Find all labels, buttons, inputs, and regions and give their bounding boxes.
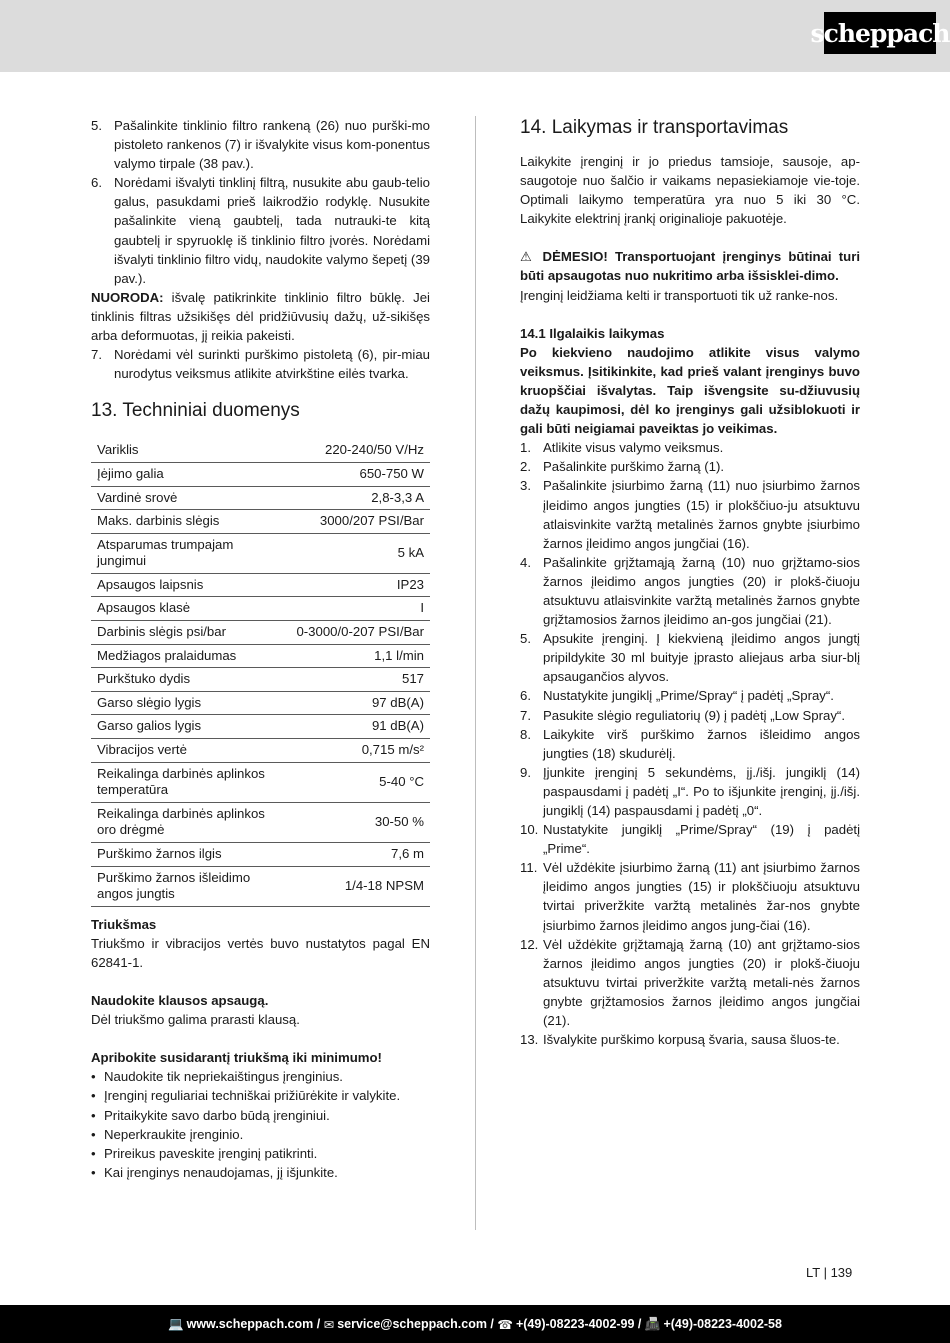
reassembly-steps-list [91,345,430,383]
list-item [91,1144,430,1163]
spec-value: 7,6 m [290,843,430,867]
footer-website[interactable]: www.scheppach.com / [186,1317,321,1331]
spec-value: 5 kA [290,533,430,573]
spec-value: IP23 [290,573,430,597]
page-number: LT | 139 [806,1265,853,1280]
spec-label: Variklis [91,439,290,462]
list-item-number: 3. [520,478,531,494]
table-row [91,533,430,573]
table-row [91,668,430,692]
spec-value: 3000/207 PSI/Bar [290,510,430,534]
spec-label: Apsaugos klasė [91,597,290,621]
list-item [520,935,860,1030]
list-item-text: Kai įrenginys nenaudojamas, jį išjunkite. [104,1164,338,1180]
hearing-text: Dėl triukšmo galima prarasti klausą. [91,1012,300,1028]
spec-value: 0-3000/0-207 PSI/Bar [290,621,430,645]
list-item-text: Įrenginį reguliariai techniškai prižiūrėkite ir valykite. [104,1088,401,1104]
footer-email[interactable]: service@scheppach.com / [337,1317,494,1331]
spec-label: Purkštuko dydis [91,668,290,692]
table-row [91,691,430,715]
column-divider [475,116,476,1230]
spec-label: Garso galios lygis [91,715,290,739]
spec-label: Reikalinga darbinės aplinkos temperatūra [91,762,290,802]
list-item [91,1106,430,1125]
bullet-dot: • [91,1069,96,1085]
list-item-text: Nustatykite jungiklį „Prime/Spray“ į padėtį „Spray“. [543,688,834,704]
note-text: išvalę patikrinkite tinklinio filtro būklę. Jei tinklinis filtras užsikišęs dėl pridžiūvusių dažų, už-sikišęs arba deformuotas, jį reikia pakeisti. [91,289,430,344]
storage-text: Laikykite įrenginį ir jo priedus tamsioje, sausoje, ap-saugotoje nuo šalčio ir vaikams nepasiekiamoje vie-toje. Optimali laikymo temperatūra yra nuo 5 iki 30 °C. Laikykite elektrinį įrankį originalioje pakuotėje. [520,154,860,227]
list-item-number: 7. [91,347,102,363]
list-item-number: 13. [520,1032,539,1048]
list-item-text: Įjunkite įrenginį 5 sekundėms, įj./išj. jungiklį (14) paspausdami į padėtį „I“. Po to išjunkite įrenginį, įj./išj. jungiklį (14) paspausdami į padėtį „0“. [543,764,860,818]
table-row [91,866,430,906]
storage-heading: 14. Laikymas ir transportavimas [520,117,789,138]
list-item-number: 5. [520,631,531,647]
spec-label: Vardinė srovė [91,486,290,510]
list-item-text: Nustatykite jungiklį „Prime/Spray“ (19) į padėtį „Prime“. [543,822,860,857]
list-item-text: Neperkraukite įrenginio. [104,1126,244,1142]
computer-icon: 💻 [168,1316,184,1331]
phone-icon: ☎ [497,1317,513,1332]
spec-value: 1/4-18 NPSM [290,866,430,906]
list-item [520,763,860,820]
spec-value: 30-50 % [290,802,430,842]
bullet-dot: • [91,1126,96,1142]
spec-value: 1,1 l/min [290,644,430,668]
spec-value: 220-240/50 V/Hz [290,439,430,462]
noise-heading: Triukšmas [91,916,157,932]
list-item-text: Pašalinkite įsiurbimo žarną (11) nuo įsiurbimo žarnos įleidimo angos jungties (15) ir plokščiuo-ju atsuktuvu atlaisvinkite varžtą metalinės žarnos gnybte įsiurbimo žarnos įleidimo angos jungčiai (16). [543,478,860,551]
spec-value: 650-750 W [290,462,430,486]
storage-steps-list [520,438,860,1049]
note-label: NUORODA: [91,289,164,305]
bullet-dot: • [91,1145,96,1161]
spec-value: 0,715 m/s² [290,739,430,763]
list-item-text: Norėdami vėl surinkti purškimo pistoletą (6), pir-miau nurodytus veiksmus atlikite atvirkštine eilės tvarka. [114,347,430,382]
table-row [91,573,430,597]
table-row [91,644,430,668]
hearing-heading: Naudokite klausos apsaugą. [91,993,269,1009]
list-item [91,1086,430,1105]
tech-data-table [91,439,430,906]
long-term-storage-heading: 14.1 Ilgalaikis laikymas [520,325,665,341]
list-item-text: Pašalinkite purškimo žarną (1). [543,459,725,475]
spec-label: Medžiagos pralaidumas [91,644,290,668]
list-item-number: 2. [520,459,531,475]
warning-icon: ⚠ [520,249,536,265]
table-row [91,715,430,739]
footer-phone: +(49)-08223-4002-99 / [515,1317,642,1331]
right-column [520,116,860,1049]
warning-paragraph [520,247,860,285]
list-item-text: Laikykite virš purškimo žarnos išleidimo angos jungties (18) skudurėlį. [543,726,860,761]
cleaning-steps-list [91,116,430,288]
list-item-text: Norėdami išvalyti tinklinį filtrą, nusukite abu gaub-telio galus, pasukdami prieš laikrodžio rodyklę. Nusukite pašalinkite vieną gaubtelį, tada nutrauki-te kitą gaubtelį ir spyruoklę iš tinklinio filtro įvorės. Norėdami išvalyti tinklinio filtro vidų, naudokite valymo šepetį (39 pav.). [114,175,430,286]
list-item-text: Atlikite visus valymo veiksmus. [543,440,724,456]
spec-label: Įėjimo galia [91,462,290,486]
list-item [91,116,430,173]
header-bar [0,0,950,72]
list-item [520,553,860,629]
list-item [91,1163,430,1182]
spec-label: Reikalinga darbinės aplinkos oro drėgmė [91,802,290,842]
spec-label: Apsaugos laipsnis [91,573,290,597]
list-item [520,820,860,858]
list-item [520,1030,860,1049]
bullet-dot: • [91,1088,96,1104]
table-row [91,802,430,842]
list-item [520,476,860,552]
spec-label: Purškimo žarnos išleidimo angos jungtis [91,866,290,906]
list-item-text: Naudokite tik nepriekaištingus įrenginius. [104,1069,343,1085]
list-item [91,1125,430,1144]
table-row [91,621,430,645]
list-item-text: Pritaikykite savo darbo būdą įrenginiui. [104,1107,330,1123]
list-item [520,438,860,457]
noise-text: Triukšmo ir vibracijos vertės buvo nustatytos pagal EN 62841-1. [91,935,430,970]
footer-fax: +(49)-08223-4002-58 [663,1317,782,1331]
list-item-text: Pasukite slėgio reguliatorių (9) į padėtį „Low Spray“. [543,707,845,723]
list-item [520,629,860,686]
spec-label: Garso slėgio lygis [91,691,290,715]
list-item-number: 8. [520,726,531,742]
list-item-number: 7. [520,707,531,723]
list-item-number: 5. [91,118,102,133]
table-row [91,739,430,763]
list-item [520,706,860,725]
list-item-number: 6. [520,688,531,704]
table-row [91,762,430,802]
long-term-storage-intro: Po kiekvieno naudojimo atlikite visus valymo veiksmus. Įsitikinkite, kad prieš valant įrenginys buvo kruopščiai išvalytas. Taip išvengsite su-džiuvusių dažų kaupimosi, dėl ko įrenginys gali užsiblokuoti ir gali būti neigiamai paveiktas jo veikimas. [520,344,860,437]
footer-bar [0,1305,950,1343]
list-item-number: 4. [520,554,531,570]
list-item [520,725,860,763]
spec-value: 2,8-3,3 A [290,486,430,510]
list-item [91,173,430,288]
list-item-number: 10. [520,822,539,838]
list-item-text: Vėl uždėkite grįžtamąją žarną (10) ant grįžtamo-sios žarnos įleidimo angos jungties (20) ir plokš-čiuoju atsuktuvu tvirtai priveržkite varžtą metali-nės žarnos gnybte grįžtamosios žarnos įleidimo angos jungčiai (21). [543,936,860,1029]
fax-icon: 📠 [644,1316,661,1331]
spec-value: 5-40 °C [290,762,430,802]
left-column [91,116,430,1182]
table-row [91,462,430,486]
mail-icon: ✉ [323,1317,335,1332]
scheppach-logo: scheppach [824,12,936,54]
table-row [91,439,430,462]
spec-value: 97 dB(A) [290,691,430,715]
bullet-dot: • [91,1164,96,1180]
list-item-number: 12. [520,936,539,952]
list-item [520,686,860,705]
list-item-text: Pašalinkite tinklinio filtro rankeną (26) nuo purški-mo pistoleto rankenos (7) ir išvalykite visus kom-ponentus valymo tirpale (38 pav.). [114,118,430,172]
tech-data-heading: 13. Techniniai duomenys [91,400,300,422]
spec-label: Vibracijos vertė [91,739,290,763]
warning-bold-text: DĖMESIO! Transportuojant įrenginys būtinai turi būti apsaugotas nuo nukritimo arba išsisklei-dimo. [520,249,860,284]
table-row [91,486,430,510]
spec-label: Purškimo žarnos ilgis [91,843,290,867]
bullet-dot: • [91,1107,96,1123]
noise-limit-heading: Apribokite susidarantį triukšmą iki minimumo! [91,1050,382,1066]
list-item [520,457,860,476]
list-item-text: Vėl uždėkite įsiurbimo žarną (11) ant įsiurbimo žarnos įleidimo angos jungties (15) ir plokščiuoju atsuktuvu tvirtai priveržkite varžtą metalinės žar-nos gnybte įsiurbimo žarnos įleidimo angos jung-čiai (16). [543,860,860,933]
spec-label: Maks. darbinis slėgis [91,510,290,534]
table-row [91,597,430,621]
list-item [91,1067,430,1086]
list-item-text: Išvalykite purškimo korpusą švaria, sausa šluos-te. [543,1032,840,1048]
list-item [520,858,860,934]
list-item-text: Prireikus paveskite įrenginį patikrinti. [104,1145,318,1161]
warning-text: Įrenginį leidžiama kelti ir transportuoti tik už ranke-nos. [520,287,839,303]
noise-bullet-list [91,1067,430,1182]
table-row [91,843,430,867]
spec-label: Atsparumas trumpajam jungimui [91,533,290,573]
table-row [91,510,430,534]
list-item [91,345,430,383]
note-paragraph [91,288,430,345]
spec-label: Darbinis slėgis psi/bar [91,621,290,645]
list-item-number: 9. [520,764,531,780]
list-item-number: 11. [520,860,538,876]
list-item-text: Apsukite įrenginį. Į kiekvieną įleidimo angos jungtį pripildykite 30 ml buityje įprasto aliejaus arba siur-blį apsaugančios alyvos. [543,631,860,685]
list-item-text: Pašalinkite grįžtamąją žarną (10) nuo grįžtamo-sios žarnos įleidimo angos jungties (20) ir plokš-čiuoju atsuktuvu atlaisvinkite varžtą metalinės žarnos gnybte grįžtamosios žarnos įleidimo an-gos jungčiai (21). [543,554,860,628]
spec-value: 517 [290,668,430,692]
list-item-number: 6. [91,175,102,191]
spec-value: 91 dB(A) [290,715,430,739]
spec-value: I [290,597,430,621]
list-item-number: 1. [520,440,531,456]
